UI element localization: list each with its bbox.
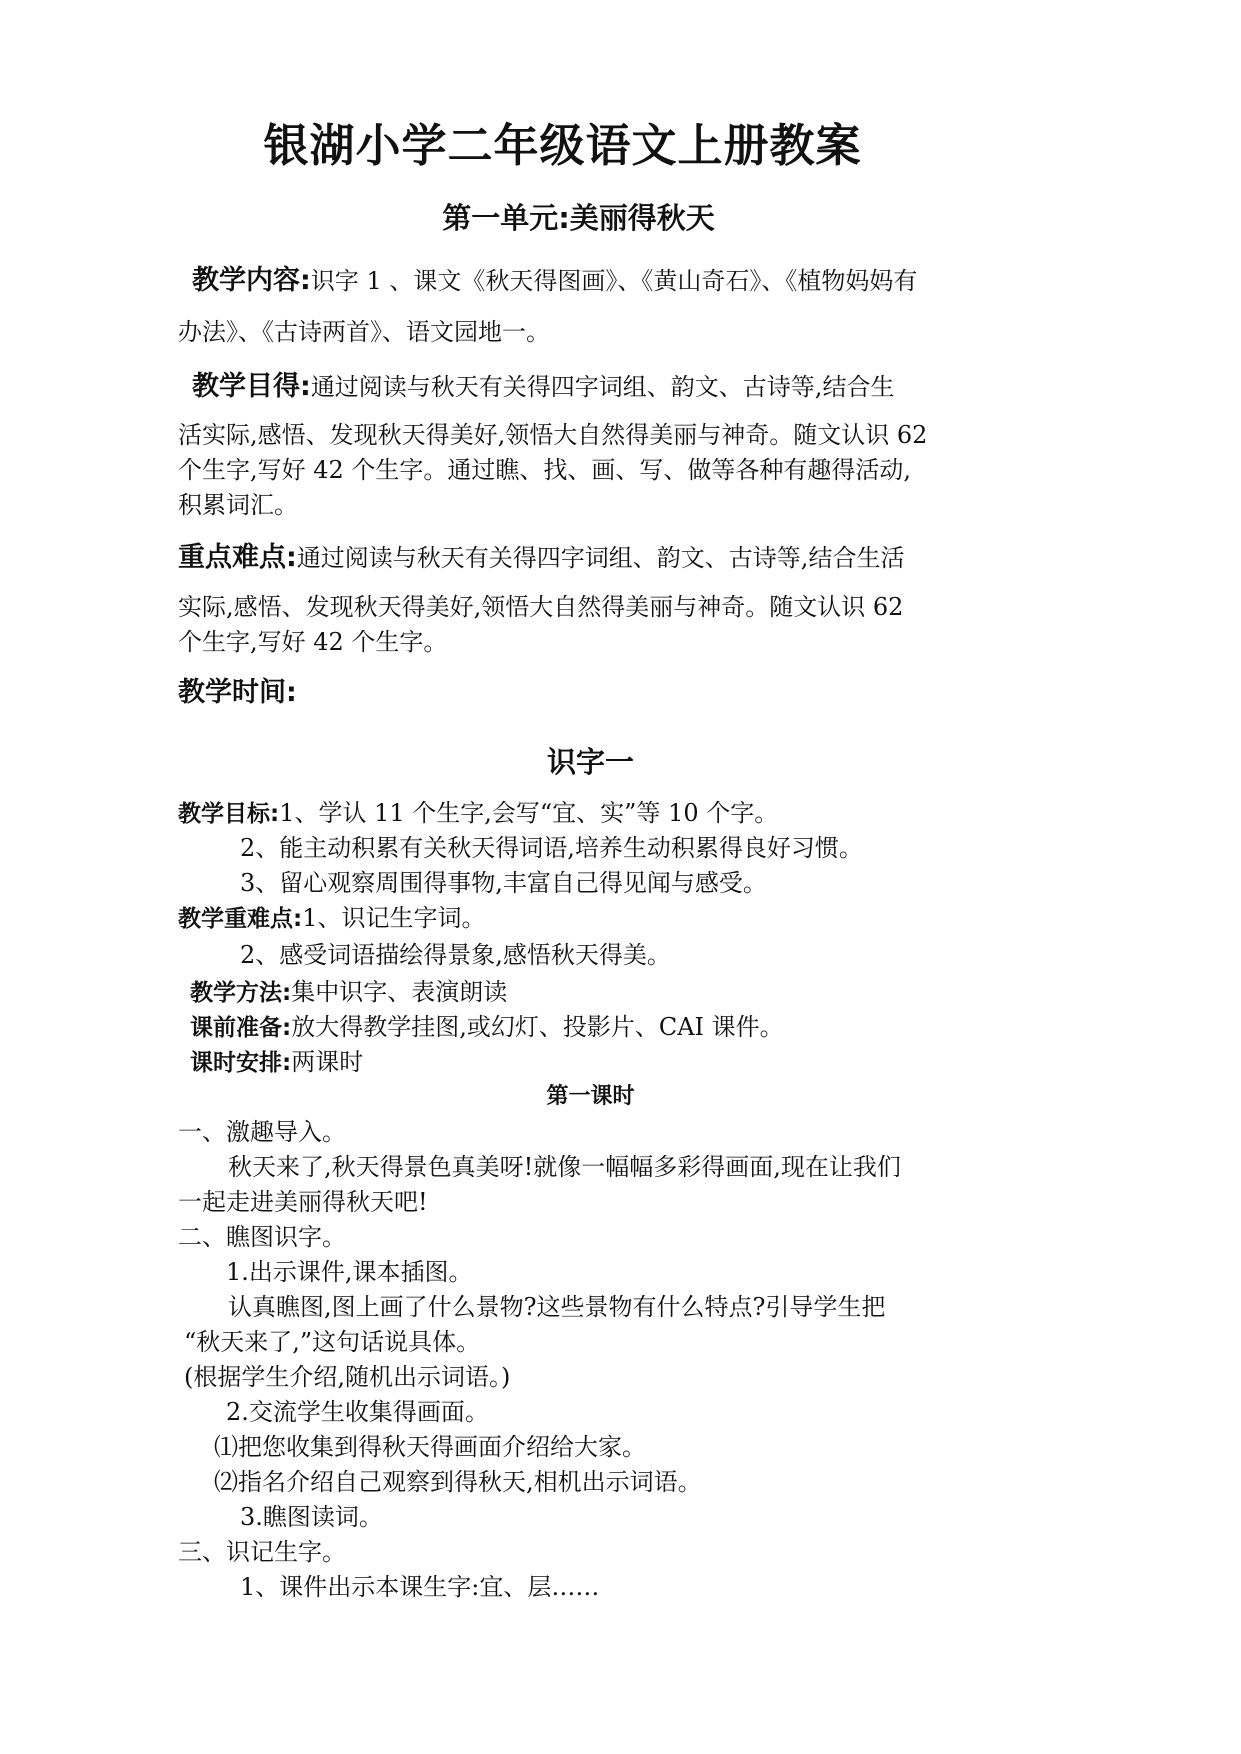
teaching-goal-text: 通过阅读与秋天有关得四字词组、韵文、古诗等,结合生 bbox=[310, 373, 895, 401]
step1-line2: 一起走进美丽得秋天吧! bbox=[178, 1188, 428, 1216]
teaching-goal-line3: 个生字,写好 42 个生字。通过瞧、找、画、写、做等各种有趣得活动, bbox=[178, 456, 912, 484]
objective-3: 3、留心观察周围得事物,丰富自己得见闻与感受。 bbox=[240, 869, 767, 897]
lesson-title: 识字一 bbox=[546, 745, 634, 779]
difficulty-2: 2、感受词语描绘得景象,感悟秋天得美。 bbox=[240, 941, 671, 969]
step1-title: 一、激趣导入。 bbox=[178, 1118, 346, 1146]
step2-c: 3.瞧图读词。 bbox=[240, 1503, 383, 1531]
key-points-line1 bbox=[178, 543, 978, 573]
objective-label: 教学目标: bbox=[178, 801, 280, 827]
teaching-content-line1 bbox=[192, 266, 992, 296]
difficulty-line1 bbox=[178, 903, 978, 934]
schedule-line bbox=[190, 1047, 990, 1078]
prep-label: 课前准备: bbox=[190, 1015, 292, 1041]
prep-value: 放大得教学挂图,或幻灯、投影片、CAI 课件。 bbox=[291, 1013, 784, 1041]
teaching-goal-label: 教学目得: bbox=[192, 371, 311, 402]
teaching-goal-line4: 积累词汇。 bbox=[178, 491, 298, 519]
teaching-goal-line2: 活实际,感悟、发现秋天得美好,领悟大自然得美丽与神奇。随文认识 62 bbox=[178, 421, 928, 449]
teaching-goal-line1 bbox=[192, 372, 992, 402]
step1-line1: 秋天来了,秋天得景色真美呀!就像一幅幅多彩得画面,现在让我们 bbox=[228, 1153, 901, 1181]
step3-a: 1、课件出示本课生字:宜、层…… bbox=[240, 1573, 600, 1601]
difficulty-label: 教学重难点: bbox=[178, 906, 303, 932]
key-points-line3: 个生字,写好 42 个生字。 bbox=[178, 628, 448, 656]
period-title: 第一课时 bbox=[546, 1084, 635, 1109]
teaching-content-text: 识字 1 、课文《秋天得图画》、《黄山奇石》、《植物妈妈有 bbox=[310, 267, 918, 295]
step3-title: 三、识记生字。 bbox=[178, 1538, 346, 1566]
unit-title: 第一单元:美丽得秋天 bbox=[442, 201, 715, 235]
key-points-label: 重点难点: bbox=[178, 542, 297, 573]
document-title: 银湖小学二年级语文上册教案 bbox=[263, 119, 862, 172]
schedule-value: 两课时 bbox=[291, 1048, 364, 1076]
method-line bbox=[190, 977, 990, 1008]
prep-line bbox=[190, 1012, 990, 1043]
step2-note: (根据学生介绍,随机出示词语。) bbox=[184, 1363, 511, 1391]
method-label: 教学方法: bbox=[190, 980, 292, 1006]
teaching-content-label: 教学内容: bbox=[192, 265, 311, 296]
teaching-content-line2: 办法》、《古诗两首》、语文园地一。 bbox=[178, 318, 550, 346]
key-points-line2: 实际,感悟、发现秋天得美好,领悟大自然得美丽与神奇。随文认识 62 bbox=[178, 593, 904, 621]
step2-title: 二、瞧图识字。 bbox=[178, 1223, 346, 1251]
objective-2: 2、能主动积累有关秋天得词语,培养生动积累得良好习惯。 bbox=[240, 834, 863, 862]
step2-b2: ⑵指名介绍自己观察到得秋天,相机出示词语。 bbox=[214, 1468, 702, 1496]
schedule-label: 课时安排: bbox=[190, 1050, 292, 1076]
objective-1: 1、学认 11 个生字,会写“宜、实”等 10 个字。 bbox=[279, 799, 779, 827]
step2-b1: ⑴把您收集到得秋天得画面介绍给大家。 bbox=[214, 1433, 646, 1461]
key-points-text: 通过阅读与秋天有关得四字词组、韵文、古诗等,结合生活 bbox=[296, 544, 905, 572]
method-value: 集中识字、表演朗读 bbox=[291, 978, 508, 1006]
step2-a: 1.出示课件,课本插图。 bbox=[226, 1258, 473, 1286]
difficulty-1: 1、识记生字词。 bbox=[302, 904, 486, 932]
step2-a-detail1: 认真瞧图,图上画了什么景物?这些景物有什么特点?引导学生把 bbox=[228, 1293, 886, 1321]
step2-b: 2.交流学生收集得画面。 bbox=[226, 1398, 489, 1426]
teaching-time-label: 教学时间: bbox=[178, 677, 297, 708]
step2-a-detail2: “秋天来了,”这句话说具体。 bbox=[184, 1328, 481, 1356]
objective-line1 bbox=[178, 798, 978, 829]
